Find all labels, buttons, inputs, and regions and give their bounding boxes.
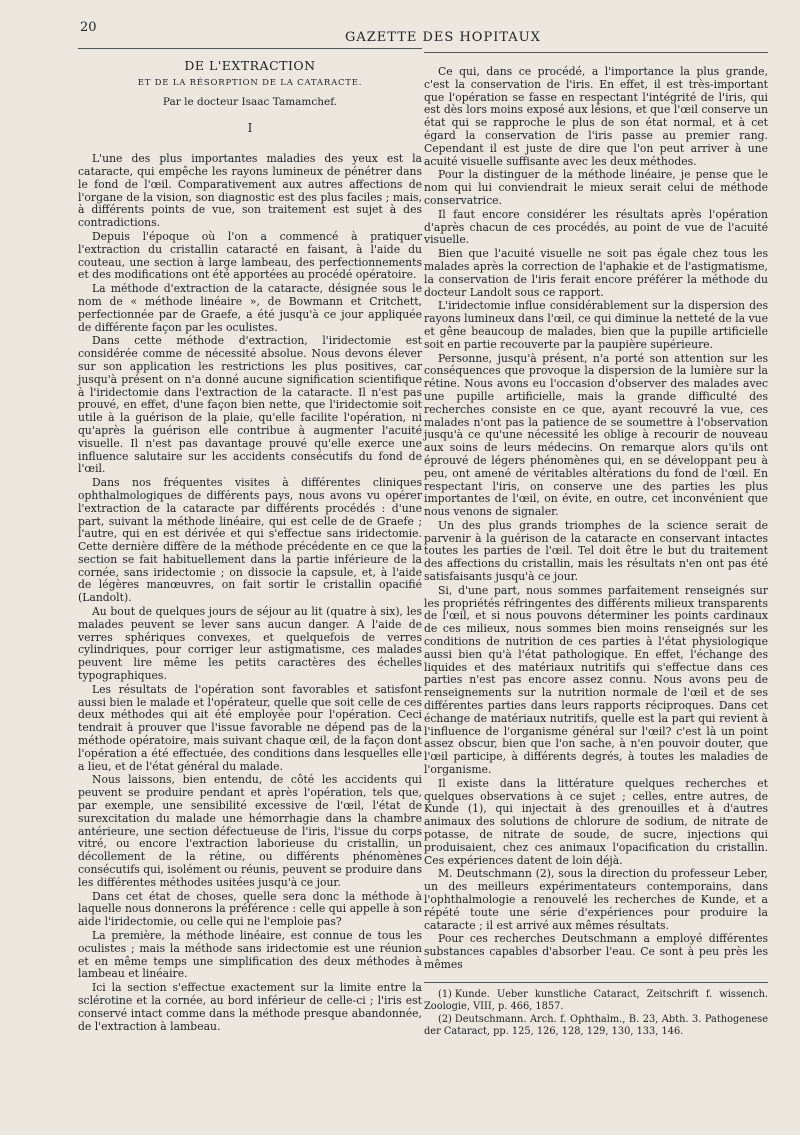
article-subtitle: ET DE LA RÉSORPTION DE LA CATARACTE. [137,77,363,88]
paragraph: L'une des plus importantes maladies des yeux est la cataracte, qui empêche les rayons lumineux de pénétrer dans le fond de l'œil. Comparativement aux autres affections de l'organe de la vision, son diagnostic est des plus faciles ; mais, à différents points de vue, son traitement est sujet à des contradictions. [78,152,422,230]
paragraph: Dans cet état de choses, quelle sera donc la méthode à laquelle nous donnerons la préférence : celle qui appelle à son aide l'iridectomie, ou celle qui ne l'emploie pas? [78,889,422,929]
paragraph: Dans nos fréquentes visites à différentes cliniques ophthalmologiques de différents pays, nous avons vu opérer l'extraction de la cataracte par différents procédés : d'une part, suivant la méthode linéaire, qui est celle de de Graefe ; l'autre, qui en est dérivée et qui s'effectue sans iridectomie. Cette dernière diffère de la méthode précédente en ce que la section se fait habituellement dans la partie inférieure de la cornée, sans iridectomie ; on dissocie la capsule, et, à l'aide de légères manœuvres, on fait sortir le cristallin opacifié (Landolt). [78,476,422,605]
paragraph: Un des plus grands triomphes de la science serait de parvenir à la guérison de la cataracte en conservant intactes toutes les parties de l'œil. Tel doit être le but du traitement des affections du cristallin, mais les résultats n'en ont pas été satisfaisants jusqu'à ce jour. [424,518,768,584]
running-title: GAZETTE DES HOPITAUX [345,30,541,45]
paragraph: Il existe dans la littérature quelques recherches et quelques observations à ce sujet ; celles, entre autres, de Kunde (1), qui injectait à des grenouilles et à d'autres animaux des solutions de chlorure de sodium, de nitrate de potasse, de nitrate de soude, de sucre, injections qui produisaient, chez ces animaux l'opacification du cristallin. Ces expériences datent de loin déjà. [424,776,768,867]
paragraph: La première, la méthode linéaire, est connue de tous les oculistes ; mais la méthode sans iridectomie est une réunion et en même temps une simplification des deux méthodes à lambeau et linéaire. [78,929,422,981]
section-number: I [247,121,253,136]
article-title: DE L'EXTRACTION [184,58,316,73]
right-column [424,66,768,1038]
header-rule-left [78,48,422,49]
paragraph: L'iridectomie influe considérablement sur la dispersion des rayons lumineux dans l'œil, ce qui diminue la netteté de la vue et gêne beaucoup de malades, bien que la pupille artificielle soit en partie recouverte par la paupière supérieure. [424,299,768,351]
paragraph: Dans cette méthode d'extraction, l'iridectomie est considérée comme de nécessité absolue. Nous devons élever sur son application les restrictions les plus positives, car jusqu'à présent on n'a donné aucune signification scientifique à l'iridectomie dans l'extraction de la cataracte. Il n'est pas prouvé, en effet, d'une façon bien nette, que l'iridectomie soit utile à la guérison de la plaie, qu'elle facilite l'opération, ni qu'après la guérison elle contribue à augmenter l'acuité visuelle. Il n'est pas davantage prouvé qu'elle exerce une influence salutaire sur les accidents consécutifs du fond de l'œil. [78,334,422,476]
page-number: 20 [80,20,97,35]
paragraph: Il faut encore considérer les résultats après l'opération d'après chacun de ces procédés, au point de vue de l'acuité visuelle. [424,207,768,247]
footnote [424,989,768,1013]
footnote-rule [424,982,768,983]
paragraph: Personne, jusqu'à présent, n'a porté son attention sur les conséquences que provoque la dispersion de la lumière sur la rétine. Nous avons eu l'occasion d'observer des malades avec une pupille artificielle, mais la grande difficulté des recherches consiste en ce que, ayant recouvré la vue, ces malades n'ont pas la patience de se soumettre à l'observation jusqu'à ce qu'une nécessité les oblige à recourir de nouveau aux soins de leurs médecins. On remarque alors qu'ils ont éprouvé de légers phénomènes qui, en se développant peu à peu, ont amené de véritables altérations du fond de l'œil. En respectant l'iris, on conserve une des parties les plus importantes de l'œil, on évite, en outre, cet inconvénient que nous venons de signaler. [424,351,768,519]
paragraph: La méthode d'extraction de la cataracte, désignée sous le nom de « méthode linéaire », de Bowmann et Critchett, perfectionnée par de Graefe, a été jusqu'à ce jour appliquée de différente façon par les oculistes. [78,282,422,334]
paragraph: Si, d'une part, nous sommes parfaitement renseignés sur les propriétés réfringentes des différents milieux transparents de l'œil, et si nous pouvons déterminer les points cardinaux de ces milieux, nous sommes bien moins renseignés sur les conditions de nutrition de ces parties à l'état physiologique aussi bien qu'à l'état pathologique. En effet, l'échange des liquides et des matériaux nutritifs qui s'effectue dans ces parties n'est pas encore assez connu. Nous avons peu de renseignements sur la nutrition normale de l'œil et de ses différentes parties dans leurs rapports réciproques. Dans cet échange de matériaux nutritifs, quelle est la part qui revient à l'influence de l'organisme général sur l'œil? c'est là un point assez obscur, bien que l'on sache, à n'en pouvoir douter, que l'œil participe, à différents degrés, à toutes les maladies de l'organisme. [424,583,768,777]
paragraph: Au bout de quelques jours de séjour au lit (quatre à six), les malades peuvent se lever sans aucun danger. A l'aide de verres sphériques convexes, et quelquefois de verres cylindriques, pour corriger leur astigmatisme, ces malades peuvent lire même les petits caractères des échelles typographiques. [78,605,422,683]
paragraph: M. Deutschmann (2), sous la direction du professeur Leber, un des meilleurs expérimentateurs contemporains, dans l'ophthalmologie a renouvelé les recherches de Kunde, et a répété toute une série d'expériences pour produire la cataracte ; il est arrivé aux mêmes résultats. [424,867,768,932]
paragraph: Ici la section s'effectue exactement sur la limite entre la sclérotine et la cornée, au bord inférieur de celle-ci ; l'iris est conservé intact comme dans la méthode presque abandonnée, de l'extraction à lambeau. [78,981,422,1033]
paragraph: Ce qui, dans ce procédé, a l'importance la plus grande, c'est la conservation de l'iris. En effet, il est très-important que l'opération se fasse en respectant l'intégrité de l'iris, qui est dès lors moins exposé aux lésions, et que l'œil conserve un état qui se rapproche le plus de son état normal, et à cet égard la conservation de l'iris passe au premier rang. Cependant il est juste de dire que l'on peut arriver à une acuité visuelle suffisante avec les deux méthodes. [424,65,768,168]
footnote-label: (1) [438,988,452,1000]
paragraph: Bien que l'acuité visuelle ne soit pas égale chez tous les malades après la correction de l'aphakie et de l'astigmatisme, la conservation de l'iris ferait encore préférer la méthode du docteur Landolt sous ce rapport. [424,247,768,299]
footnote-text: Deutschmann. Arch. f. Ophthalm., B. 23, Abth. 3. Pathogenese der Cataract, pp. 125, 126, 128, 129, 130, 133, 146. [424,1013,768,1037]
article-byline: Par le docteur Isaac Tamamchef. [162,95,338,108]
paragraph: Pour ces recherches Deutschmann a employé différentes substances capables d'absorber l'eau. Ce sont à peu près les mêmes [424,932,768,971]
paragraph: Les résultats de l'opération sont favorables et satisfont aussi bien le malade et l'opérateur, quelle que soit celle de ces deux méthodes qui ait été employée pour l'opération. Ceci tendrait à prouver que l'issue favorable ne dépend pas de la méthode opératoire, mais suivant chaque œil, de la façon dont l'opération a été effectuée, des conditions dans lesquelles elle a lieu, et de l'état général du malade. [78,682,422,773]
paragraph: Depuis l'époque où l'on a commencé à pratiquer l'extraction du cristallin cataracté en faisant, à l'aide du couteau, une section à large lambeau, des perfectionnements et des modifications ont été apportées au procédé opératoire. [78,229,422,282]
paragraph: Nous laissons, bien entendu, de côté les accidents qui peuvent se produire pendant et après l'opération, tels que, par exemple, une sensibilité excessive de l'œil, l'état de surexcitation du malade une hémorrhagie dans la chambre antérieure, une section défectueuse de l'iris, l'issue du corps vitré, ou encore l'extraction laborieuse du cristallin, un décollement de la rétine, ou différents phénomènes consécutifs qui, isolément ou réunis, peuvent se produire dans les différentes méthodes usitées jusqu'à ce jour. [78,773,422,889]
footnote [424,1014,768,1038]
footnote-text: Kunde. Ueber kunstliche Cataract, Zeitschrift f. wissench. Zoologie, VIII, p. 466, 1857. [424,988,768,1012]
footnote-label: (2) [438,1013,452,1025]
paragraph: Pour la distinguer de la méthode linéaire, je pense que le nom qui lui conviendrait le mieux serait celui de méthode conservatrice. [424,168,768,207]
left-column [78,60,422,1033]
header-rule-right [424,52,768,53]
